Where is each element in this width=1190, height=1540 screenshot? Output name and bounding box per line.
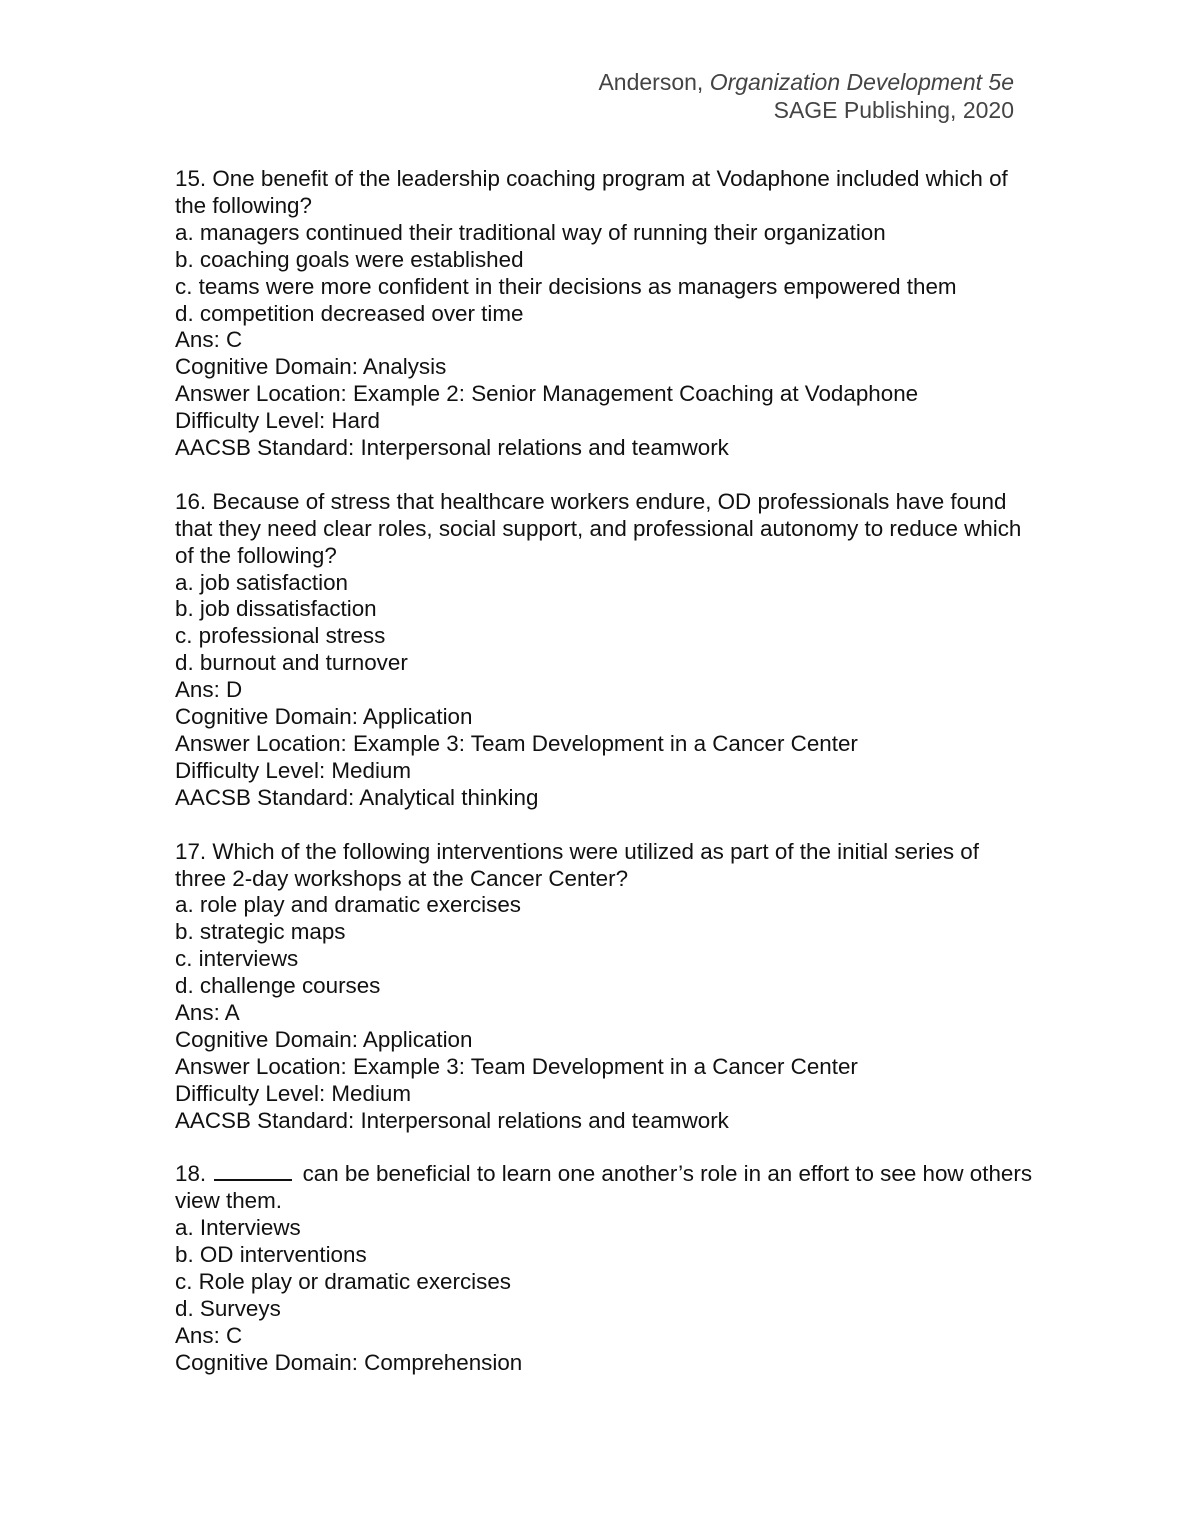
question-stem: 16. Because of stress that healthcare workers endure, OD professionals have found that they need clear roles, social support, and professional autonomy to reduce which of the following? — [175, 488, 1022, 568]
answer: Ans: C — [175, 1322, 243, 1348]
question-stem: 17. Which of the following interventions were utilized as part of the initial series of three 2-day workshops at the Cancer Center? — [175, 838, 979, 891]
difficulty-level: Difficulty Level: Medium — [175, 1080, 412, 1106]
option-c: c. teams were more confident in their decisions as managers empowered them — [175, 273, 957, 299]
question-stem-text: can be beneficial to learn one another’s role in an effort to see how others view them. — [175, 1161, 1033, 1214]
fill-in-blank — [214, 1161, 292, 1181]
aacsb-standard: AACSB Standard: Analytical thinking — [175, 784, 539, 810]
question-stem: 15. One benefit of the leadership coaching program at Vodaphone included which of the following? — [175, 166, 1008, 218]
difficulty-level: Difficulty Level: Medium — [175, 757, 412, 783]
option-d: d. Surveys — [175, 1296, 281, 1322]
option-c: c. interviews — [175, 946, 299, 972]
question-18 — [175, 1161, 1035, 1376]
header-author: Anderson, — [598, 69, 704, 95]
answer: Ans: C — [175, 327, 243, 353]
option-b: b. strategic maps — [175, 919, 346, 945]
cognitive-domain: Cognitive Domain: Application — [175, 1026, 473, 1052]
header-title-line — [598, 68, 1014, 96]
difficulty-level: Difficulty Level: Hard — [175, 408, 380, 434]
question-number: 18. — [175, 1161, 207, 1187]
cognitive-domain: Cognitive Domain: Comprehension — [175, 1349, 523, 1375]
answer-location: Answer Location: Example 3: Team Development in a Cancer Center — [175, 731, 858, 757]
header-book-title: Organization Development 5e — [709, 69, 1014, 95]
cognitive-domain: Cognitive Domain: Analysis — [175, 354, 447, 380]
option-c: c. Role play or dramatic exercises — [175, 1269, 511, 1295]
page-header — [598, 68, 1014, 124]
question-16 — [175, 489, 1035, 812]
question-stem — [175, 1161, 1035, 1215]
aacsb-standard: AACSB Standard: Interpersonal relations and teamwork — [175, 435, 729, 461]
answer-location: Answer Location: Example 3: Team Development in a Cancer Center — [175, 1053, 858, 1079]
option-a: a. job satisfaction — [175, 569, 349, 595]
answer-location: Answer Location: Example 2: Senior Management Coaching at Vodaphone — [175, 381, 919, 407]
question-17 — [175, 839, 1035, 1135]
header-publisher: SAGE Publishing, 2020 — [773, 97, 1014, 123]
option-a: a. role play and dramatic exercises — [175, 892, 521, 918]
option-d: d. competition decreased over time — [175, 300, 524, 326]
question-15 — [175, 166, 1035, 462]
option-d: d. challenge courses — [175, 973, 381, 999]
cognitive-domain: Cognitive Domain: Application — [175, 704, 473, 730]
option-b: b. OD interventions — [175, 1242, 367, 1268]
answer: Ans: A — [175, 1000, 240, 1026]
option-b: b. coaching goals were established — [175, 246, 524, 272]
option-d: d. burnout and turnover — [175, 650, 408, 676]
aacsb-standard: AACSB Standard: Interpersonal relations and teamwork — [175, 1107, 729, 1133]
answer: Ans: D — [175, 677, 243, 703]
option-a: a. managers continued their traditional way of running their organization — [175, 219, 886, 245]
option-c: c. professional stress — [175, 623, 386, 649]
question-list — [175, 166, 1035, 1404]
option-b: b. job dissatisfaction — [175, 596, 377, 622]
option-a: a. Interviews — [175, 1215, 301, 1241]
